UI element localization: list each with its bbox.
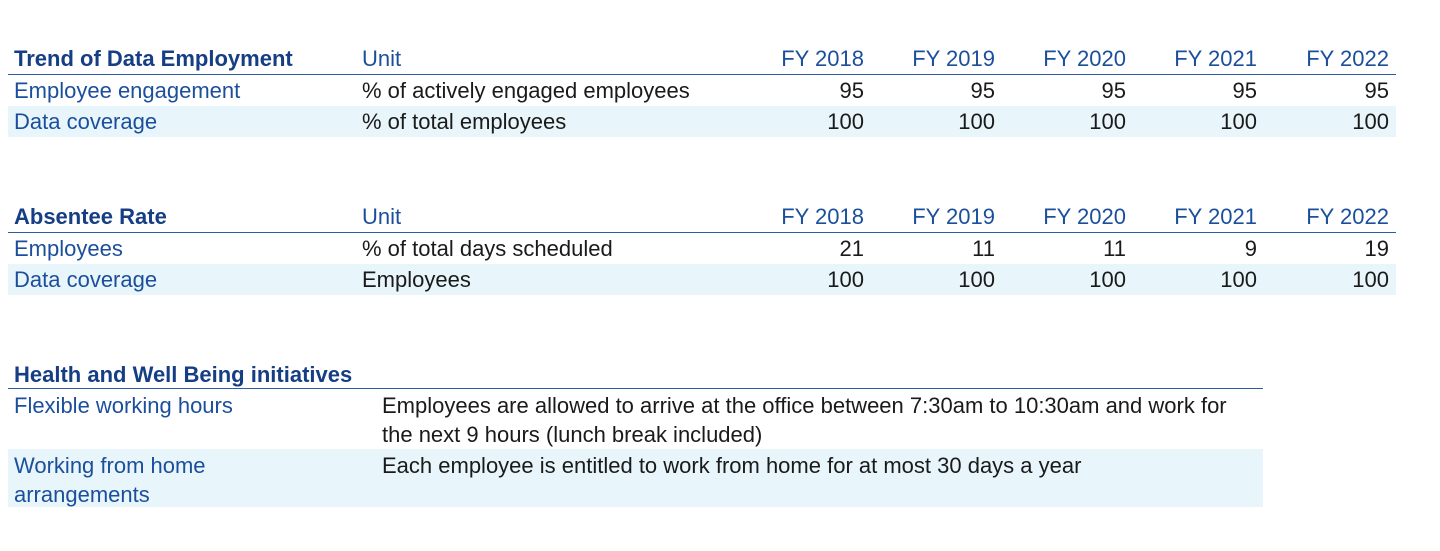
employment-header-row xyxy=(8,44,1396,75)
row-value: 19 xyxy=(1364,236,1389,261)
year-header: FY 2021 xyxy=(1174,204,1257,229)
year-header: FY 2020 xyxy=(1043,46,1126,71)
row-value: 95 xyxy=(1101,78,1126,103)
row-value: 95 xyxy=(839,78,864,103)
row-label: Employees xyxy=(14,236,123,261)
row-value: 100 xyxy=(1352,267,1389,292)
absentee-title: Absentee Rate xyxy=(14,204,167,229)
table-row xyxy=(8,264,1396,295)
table-row xyxy=(8,106,1396,137)
year-header: FY 2022 xyxy=(1306,46,1389,71)
year-header: FY 2018 xyxy=(781,46,864,71)
employment-table xyxy=(8,44,1396,137)
year-header: FY 2018 xyxy=(781,204,864,229)
absentee-table xyxy=(8,202,1396,295)
table-row xyxy=(8,75,1396,106)
row-value: 95 xyxy=(1364,78,1389,103)
year-header: FY 2022 xyxy=(1306,204,1389,229)
absentee-header-row xyxy=(8,202,1396,233)
row-label: Data coverage xyxy=(14,267,158,292)
row-description: Employees are allowed to arrive at the office between 7:30am to 10:30am and work for the next 9 hours (lunch break included) xyxy=(382,393,1227,447)
row-value: 100 xyxy=(827,267,864,292)
row-value: 95 xyxy=(1232,78,1257,103)
row-value: 100 xyxy=(1089,267,1126,292)
row-label: Employee engagement xyxy=(14,78,241,103)
row-value: 100 xyxy=(1089,109,1126,134)
row-unit: % of total days scheduled xyxy=(362,236,613,261)
row-unit: % of total employees xyxy=(362,109,567,134)
row-value: 11 xyxy=(1103,236,1126,261)
year-header: FY 2019 xyxy=(912,46,995,71)
row-value: 100 xyxy=(827,109,864,134)
row-unit: % of actively engaged employees xyxy=(362,78,690,103)
row-value: 95 xyxy=(970,78,995,103)
table-row xyxy=(8,233,1396,264)
row-unit: Employees xyxy=(362,267,471,292)
row-value: 11 xyxy=(972,236,995,261)
absentee-unit-header: Unit xyxy=(362,204,402,229)
row-label: Working from home arrangements xyxy=(14,453,206,507)
table-row xyxy=(8,449,1263,507)
row-value: 100 xyxy=(958,267,995,292)
row-value: 100 xyxy=(1220,109,1257,134)
row-value: 9 xyxy=(1244,236,1257,261)
year-header: FY 2021 xyxy=(1174,46,1257,71)
health-table xyxy=(8,360,1263,507)
row-label: Data coverage xyxy=(14,109,158,134)
year-header: FY 2020 xyxy=(1043,204,1126,229)
table-row xyxy=(8,389,1263,449)
health-title: Health and Well Being initiatives xyxy=(8,360,1263,389)
row-label: Flexible working hours xyxy=(14,393,233,418)
employment-title: Trend of Data Employment xyxy=(14,46,293,71)
row-value: 100 xyxy=(1352,109,1389,134)
row-description: Each employee is entitled to work from home for at most 30 days a year xyxy=(382,453,1082,478)
row-value: 21 xyxy=(839,236,864,261)
employment-unit-header: Unit xyxy=(362,46,402,71)
year-header: FY 2019 xyxy=(912,204,995,229)
row-value: 100 xyxy=(1220,267,1257,292)
row-value: 100 xyxy=(958,109,995,134)
